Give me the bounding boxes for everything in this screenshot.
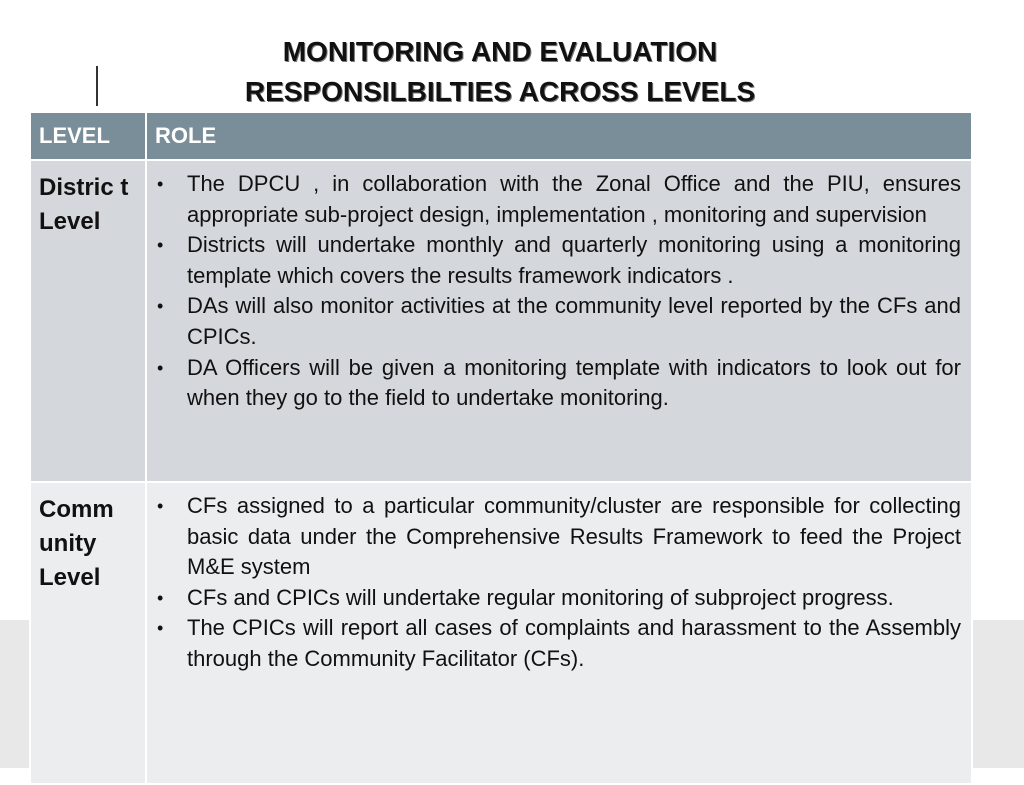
list-item-text: CFs assigned to a particular community/cluster are responsible for collecting basic data under the Comprehensive Results Framework to feed the Project M&E system	[187, 493, 961, 580]
community-role-list	[157, 491, 961, 675]
table-row-district-level	[30, 160, 972, 482]
list-item-text: DA Officers will be given a monitoring template with indicators to look out for when they go to the field to undertake monitoring.	[187, 354, 961, 411]
bullet-icon: •	[157, 235, 164, 256]
bullet-icon: •	[157, 296, 164, 317]
list-item	[157, 291, 961, 352]
bullet-icon: •	[157, 587, 164, 608]
column-header-role: ROLE	[146, 112, 972, 160]
list-item-text: CFs and CPICs will undertake regular monitoring of subproject progress.	[187, 584, 894, 610]
bullet-icon: •	[157, 174, 164, 194]
list-item	[157, 491, 961, 583]
page-title-line-1: MONITORING AND EVALUATION	[282, 36, 718, 67]
list-item	[157, 353, 961, 414]
bullet-icon: •	[157, 357, 164, 378]
list-item-text: Districts will undertake monthly and quarterly monitoring using a monitoring template which covers the results framework indicators .	[187, 232, 961, 288]
list-item-text: The DPCU , in collaboration with the Zonal Office and the PIU, ensures appropriate sub-project design, implementation , monitoring and supervision	[187, 171, 961, 227]
page-title	[0, 32, 1000, 112]
table-header-row	[30, 112, 972, 160]
level-cell-community: Comm unity Level	[30, 482, 146, 784]
bullet-icon: •	[157, 618, 164, 639]
list-item-text: The CPICs will report all cases of complaints and harassment to the Assembly through the Community Facilitator (CFs).	[187, 615, 961, 671]
role-cell-district	[146, 160, 972, 482]
page-title-line-2: RESPONSILBILTIES ACROSS LEVELS	[244, 76, 756, 107]
list-item	[157, 230, 961, 291]
district-role-list	[157, 169, 961, 414]
bullet-icon: •	[157, 496, 164, 516]
list-item	[157, 169, 961, 230]
role-cell-community	[146, 482, 972, 784]
responsibilities-table	[29, 111, 973, 785]
level-cell-district: Distric t Level	[30, 160, 146, 482]
list-item-text: DAs will also monitor activities at the community level reported by the CFs and CPICs.	[187, 293, 961, 349]
table-row-community-level	[30, 482, 972, 784]
list-item	[157, 583, 961, 614]
column-header-level: LEVEL	[30, 112, 146, 160]
list-item	[157, 613, 961, 674]
